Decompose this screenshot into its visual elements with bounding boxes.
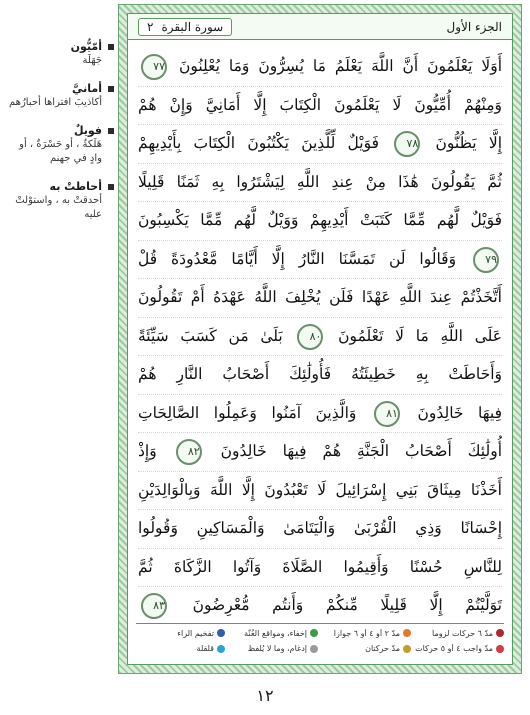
bullet-square-icon <box>108 128 114 134</box>
glossary-item <box>6 124 114 166</box>
page-inner <box>127 13 513 665</box>
glossary-sidebar <box>6 40 114 236</box>
juz-label: الجزء الأول <box>446 19 502 34</box>
surah-number: ٢ <box>147 19 154 34</box>
ayah-number-marker: ٨٢ <box>176 439 202 465</box>
verse-line: عَلَى اللَّهِ مَا لَا تَعْلَمُونَ ٨٠ بَلَىٰ مَن كَسَبَ سَيِّئَةً <box>138 318 502 357</box>
glossary-item <box>6 40 114 68</box>
glossary-term: أحاطتْ به <box>49 180 102 193</box>
bullet-square-icon <box>108 184 114 190</box>
color-swatch-icon <box>310 629 318 637</box>
legend-label: مدّ ٦ حركات لزوماً <box>432 628 493 638</box>
glossary-definition: جَهَلَة <box>82 55 102 66</box>
legend-item <box>415 629 504 638</box>
surah-label-box <box>138 18 232 36</box>
color-swatch-icon <box>217 645 225 653</box>
page-header <box>128 14 512 40</box>
ayah-number-marker: ٨١ <box>374 401 400 427</box>
verse-line: أَخَذْنَا مِيثَاقَ بَنِي إِسْرَائِيلَ لَا تَعْبُدُونَ إِلَّا اللَّهَ وَبِالْوَالِدَيْنِ <box>138 472 502 511</box>
glossary-term: أمّيُّون <box>70 40 102 53</box>
verse-line: إِحْسَانًا وَذِي الْقُرْبَىٰ وَالْيَتَامَىٰ وَالْمَسَاكِينِ وَقُولُوا <box>138 510 502 549</box>
glossary-term: فويلٌ <box>73 124 102 137</box>
glossary-definition: أحدقتْ به ، واستوْلتْ عليه <box>15 195 102 220</box>
verse-line: أَتَّخَذْتُمْ عِندَ اللَّهِ عَهْدًا فَلَن يُخْلِفَ اللَّهُ عَهْدَهُ أَمْ تَقُولُونَ <box>138 279 502 318</box>
legend-item <box>415 644 504 653</box>
color-swatch-icon <box>403 645 411 653</box>
bullet-square-icon <box>108 86 114 92</box>
legend-item <box>229 629 318 638</box>
tajweed-legend <box>136 623 504 656</box>
color-swatch-icon <box>310 645 318 653</box>
page-frame <box>118 4 522 674</box>
surah-name: سورة البقرة <box>161 19 224 34</box>
color-swatch-icon <box>217 629 225 637</box>
legend-item <box>136 644 225 653</box>
glossary-definition: أكاذيبَ افتراها أحبارُهم <box>9 97 102 108</box>
legend-label: تفخيم الراء <box>177 628 214 638</box>
color-swatch-icon <box>496 629 504 637</box>
glossary-item <box>6 180 114 222</box>
verse-line: لِلنَّاسِ حُسْنًا وَأَقِيمُوا الصَّلَاةَ وَآتُوا الزَّكَاةَ ثُمَّ <box>138 549 502 588</box>
ayah-number-marker: ٧٩ <box>473 247 499 273</box>
legend-item <box>322 644 411 653</box>
bullet-square-icon <box>108 44 114 50</box>
legend-label: مدّ حركتان <box>365 644 400 654</box>
legend-item <box>322 629 411 638</box>
legend-item <box>136 629 225 638</box>
verse-line: فِيهَا خَالِدُونَ ٨١ وَالَّذِينَ آمَنُوا وَعَمِلُوا الصَّالِحَاتِ <box>138 395 502 434</box>
legend-label: مدّ واجب ٤ أو ٥ حركات <box>415 644 493 654</box>
glossary-item <box>6 82 114 110</box>
verse-line: تَوَلَّيْتُمْ إِلَّا قَلِيلًا مِّنكُمْ وَأَنتُم مُّعْرِضُونَ ٨٣ <box>138 587 502 626</box>
legend-label: إدغام، وما لا يُلفظ <box>247 644 307 654</box>
glossary-definition: هَلَكةٌ ، أو حَسْرَةٌ ، أو وادٍ في جهنم <box>19 139 102 164</box>
color-swatch-icon <box>403 629 411 637</box>
verse-line: أُولَٰئِكَ أَصْحَابُ الْجَنَّةِ هُمْ فِيهَا خَالِدُونَ ٨٢ وَإِذْ <box>138 433 502 472</box>
legend-item <box>229 644 318 653</box>
glossary-term: أمانيَّ <box>72 82 102 95</box>
ayah-number-marker: ٧٨ <box>394 131 420 157</box>
ayah-number-marker: ٨٠ <box>297 324 323 350</box>
verse-line: فَوَيْلٌ لَّهُم مِّمَّا كَتَبَتْ أَيْدِيهِمْ وَوَيْلٌ لَّهُم مِّمَّا يَكْسِبُونَ <box>138 202 502 241</box>
verse-line: أَوَلَا يَعْلَمُونَ أَنَّ اللَّهَ يَعْلَمُ مَا يُسِرُّونَ وَمَا يُعْلِنُونَ ٧٧ <box>138 48 502 87</box>
verse-line: وَأَحَاطَتْ بِهِ خَطِيئَتُهُ فَأُولَٰئِكَ أَصْحَابُ النَّارِ هُمْ <box>138 356 502 395</box>
legend-label: مدّ ٢ أو ٤ أو ٦ جوازاً <box>333 628 400 638</box>
verse-line: وَمِنْهُمْ أُمِّيُّونَ لَا يَعْلَمُونَ الْكِتَابَ إِلَّا أَمَانِيَّ وَإِنْ هُمْ <box>138 87 502 126</box>
verse-line: ثُمَّ يَقُولُونَ هَٰذَا مِنْ عِندِ اللَّهِ لِيَشْتَرُوا بِهِ ثَمَنًا قَلِيلًا <box>138 164 502 203</box>
color-swatch-icon <box>496 645 504 653</box>
page-number: ١٢ <box>256 686 274 705</box>
verse-line: إِلَّا يَظُنُّونَ ٧٨ فَوَيْلٌ لِّلَّذِينَ يَكْتُبُونَ الْكِتَابَ بِأَيْدِيهِمْ <box>138 125 502 164</box>
verse-line: ٧٩ وَقَالُوا لَن تَمَسَّنَا النَّارُ إِلَّا أَيَّامًا مَّعْدُودَةً قُلْ <box>138 241 502 280</box>
ayah-number-marker: ٨٣ <box>141 593 167 619</box>
legend-label: إخفاء، ومواقع الغُنّة <box>244 628 307 638</box>
ayah-number-marker: ٧٧ <box>141 54 167 80</box>
quran-text <box>138 48 502 620</box>
legend-label: قلقلة <box>196 644 214 654</box>
